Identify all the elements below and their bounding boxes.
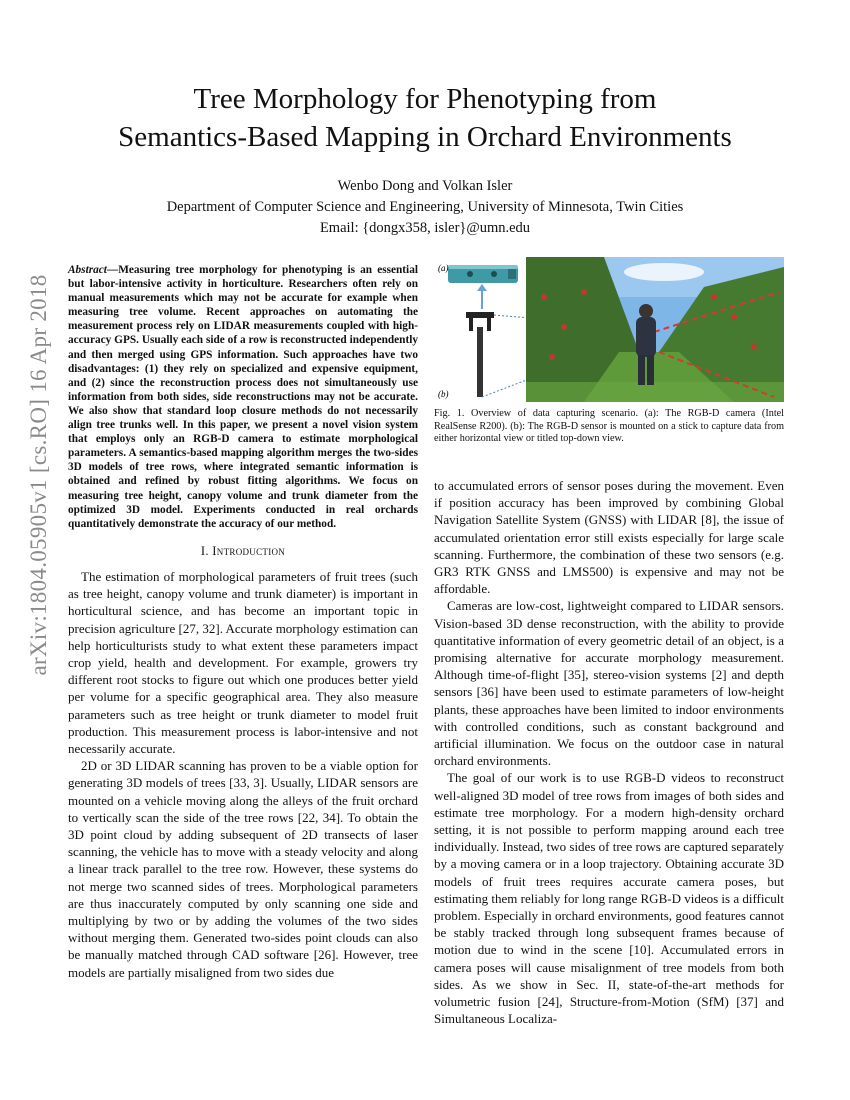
arxiv-id: arXiv:1804.05905v1 [cs.RO] 16 Apr 2018	[26, 274, 51, 676]
figure-1-graphic	[434, 257, 784, 402]
figure-1-caption: Fig. 1. Overview of data capturing scenario. (a): The RGB-D camera (Intel RealSense R200). (b): The RGB-D sensor is mounted on a stick to capture data from either horizontal view or titled top-down view.	[434, 408, 784, 445]
affiliation: Department of Computer Science and Engineering, University of Minnesota, Twin Cities	[166, 199, 684, 215]
intro-paragraph-2: 2D or 3D LIDAR scanning has proven to be a viable option for generating 3D models of trees [33, 3]. Usually, LIDAR sensors are mounted on a vehicle moving along the alleys of the fruit orchard to vertically scan the side of the tree rows [22, 34]. To obtain the 3D point cloud by adding subsequent of 2D transects of laser scanning, the vehicle has to move with a steady velocity and along a linear track parallel to the tree row. However, these systems do not merge two scanned sides of trees. Morphological parameters are thus inaccurately computed by only scanning one side and multiplying by two or by adding the volumes of the two sides without merging them. Generated two-sides point clouds can also be manually matched through CAD software [26]. However, tree models are partially misaligned from two sides due	[68, 758, 418, 980]
abstract	[68, 263, 418, 531]
intro-paragraph-3: to accumulated errors of sensor poses during the movement. Even if position accuracy has been improved by combining Global Navigation Satellite System (GNSS) with LIDAR [8], the issue of accumulated orientation error still exists especially for large scale scanning. Furthermore, the combination of these two sensors (e.g. GR3 RTK GNSS and LMS500) is expensive and may not be affordable.	[434, 478, 784, 597]
figure-1-image	[434, 257, 784, 402]
intro-paragraph-4: Cameras are low-cost, lightweight compared to LIDAR sensors. Vision-based 3D dense reconstruction, with the ability to provide quantitative information of every geometric detail of an object, is a promising alternative for accurate morphology measurement. Although time-of-flight [35], stereo-vision systems [2] and depth sensors [36] have been used to estimate parameters of low-height plants, these approaches have been limited to indoor environments with controlled conditions, such as constant background and artificial illumination. We focus on the outdoor case in natural orchard environments.	[434, 598, 784, 769]
author-block	[40, 176, 810, 239]
abstract-label: Abstract	[68, 264, 107, 276]
figure-1	[434, 257, 784, 446]
figure-label-a: (a)	[438, 263, 449, 273]
orchard-photo	[526, 257, 784, 402]
right-column	[434, 477, 784, 1028]
arxiv-stamp	[24, 274, 54, 676]
intro-paragraph-5: The goal of our work is to use RGB-D videos to reconstruct well-aligned 3D model of tree rows from images of both sides and estimate tree morphology. For a modern high-density orchard setting, it is not possible to perform mapping around each tree individually. Instead, two sides of tree rows are captured separately by a moving camera or in a loop trajectory. Obtaining accurate 3D models of fruit trees requires accurate camera poses, but estimating them reliably for long range RGB-D videos is a difficult problem. Especially in orchard environments, good features cannot be stably tracked through long subsequent frames because of motion due to wind in the scene [10]. Accumulated errors in camera poses will cause misalignment of tree models from both sides. As we show in Sec. II, state-of-the-art methods for volumetric fusion [24], Structure-from-Motion (SfM) [37] and Simultaneous Localiza-	[434, 770, 784, 1027]
paper-title	[40, 80, 810, 156]
abstract-text: —Measuring tree morphology for phenotyping is an essential but labor-intensive activity in horticulture. Researchers often rely on manual measurements which may not be accurate for example when measuring tree volume. Recent approaches on automating the measurement process rely on LIDAR measurements coupled with high-accuracy GPS. Usually each side of a row is reconstructed independently and then merged using GPS information. Such approaches have two disadvantages: (1) they rely on specialized and expensive equipment, and (2) since the reconstruction process does not simultaneously use information from both sides, side reconstructions may not be accurate. We also show that standard loop closure methods do not necessarily align tree trunks well. In this paper, we present a novel vision system that employs only an RGB-D camera to estimate morphological parameters. A semantics-based mapping algorithm merges the two-sides 3D models of tree rows, where integrated semantic information is obtained and refined by robust fitting algorithms. We focus on measuring tree height, canopy volume and trunk diameter from the optimized 3D model. Experiments conducted in real orchards quantitatively demonstrate the accuracy of our method.	[68, 264, 418, 530]
authors: Wenbo Dong and Volkan Isler	[337, 178, 513, 194]
figure-label-b: (b)	[438, 389, 449, 399]
left-column	[68, 263, 418, 981]
person-silhouette	[636, 317, 656, 357]
stick-icon	[477, 327, 483, 397]
email: Email: {dongx358, isler}@umn.edu	[319, 220, 531, 236]
title-line-1: Tree Morphology for Phenotyping from	[193, 83, 657, 115]
title-line-2: Semantics-Based Mapping in Orchard Environments	[118, 121, 732, 153]
intro-paragraph-1: The estimation of morphological parameters of fruit trees (such as tree height, canopy volume and trunk diameter) is important in horticultural science, and has become an important topic in precision agriculture [27, 32]. Accurate morphology estimation can help horticulturists study to what extent these parameters impact crop yield, health and development. For example, growers try different root stocks to figure out which one produces better yield per volume for a specific geographical area. They also measure parameters such as tree height or trunk diameter to model fruit production. This measurement process is labor-intensive and not necessarily accurate.	[68, 568, 418, 757]
section-heading-introduction: I. Introduction	[200, 543, 286, 558]
